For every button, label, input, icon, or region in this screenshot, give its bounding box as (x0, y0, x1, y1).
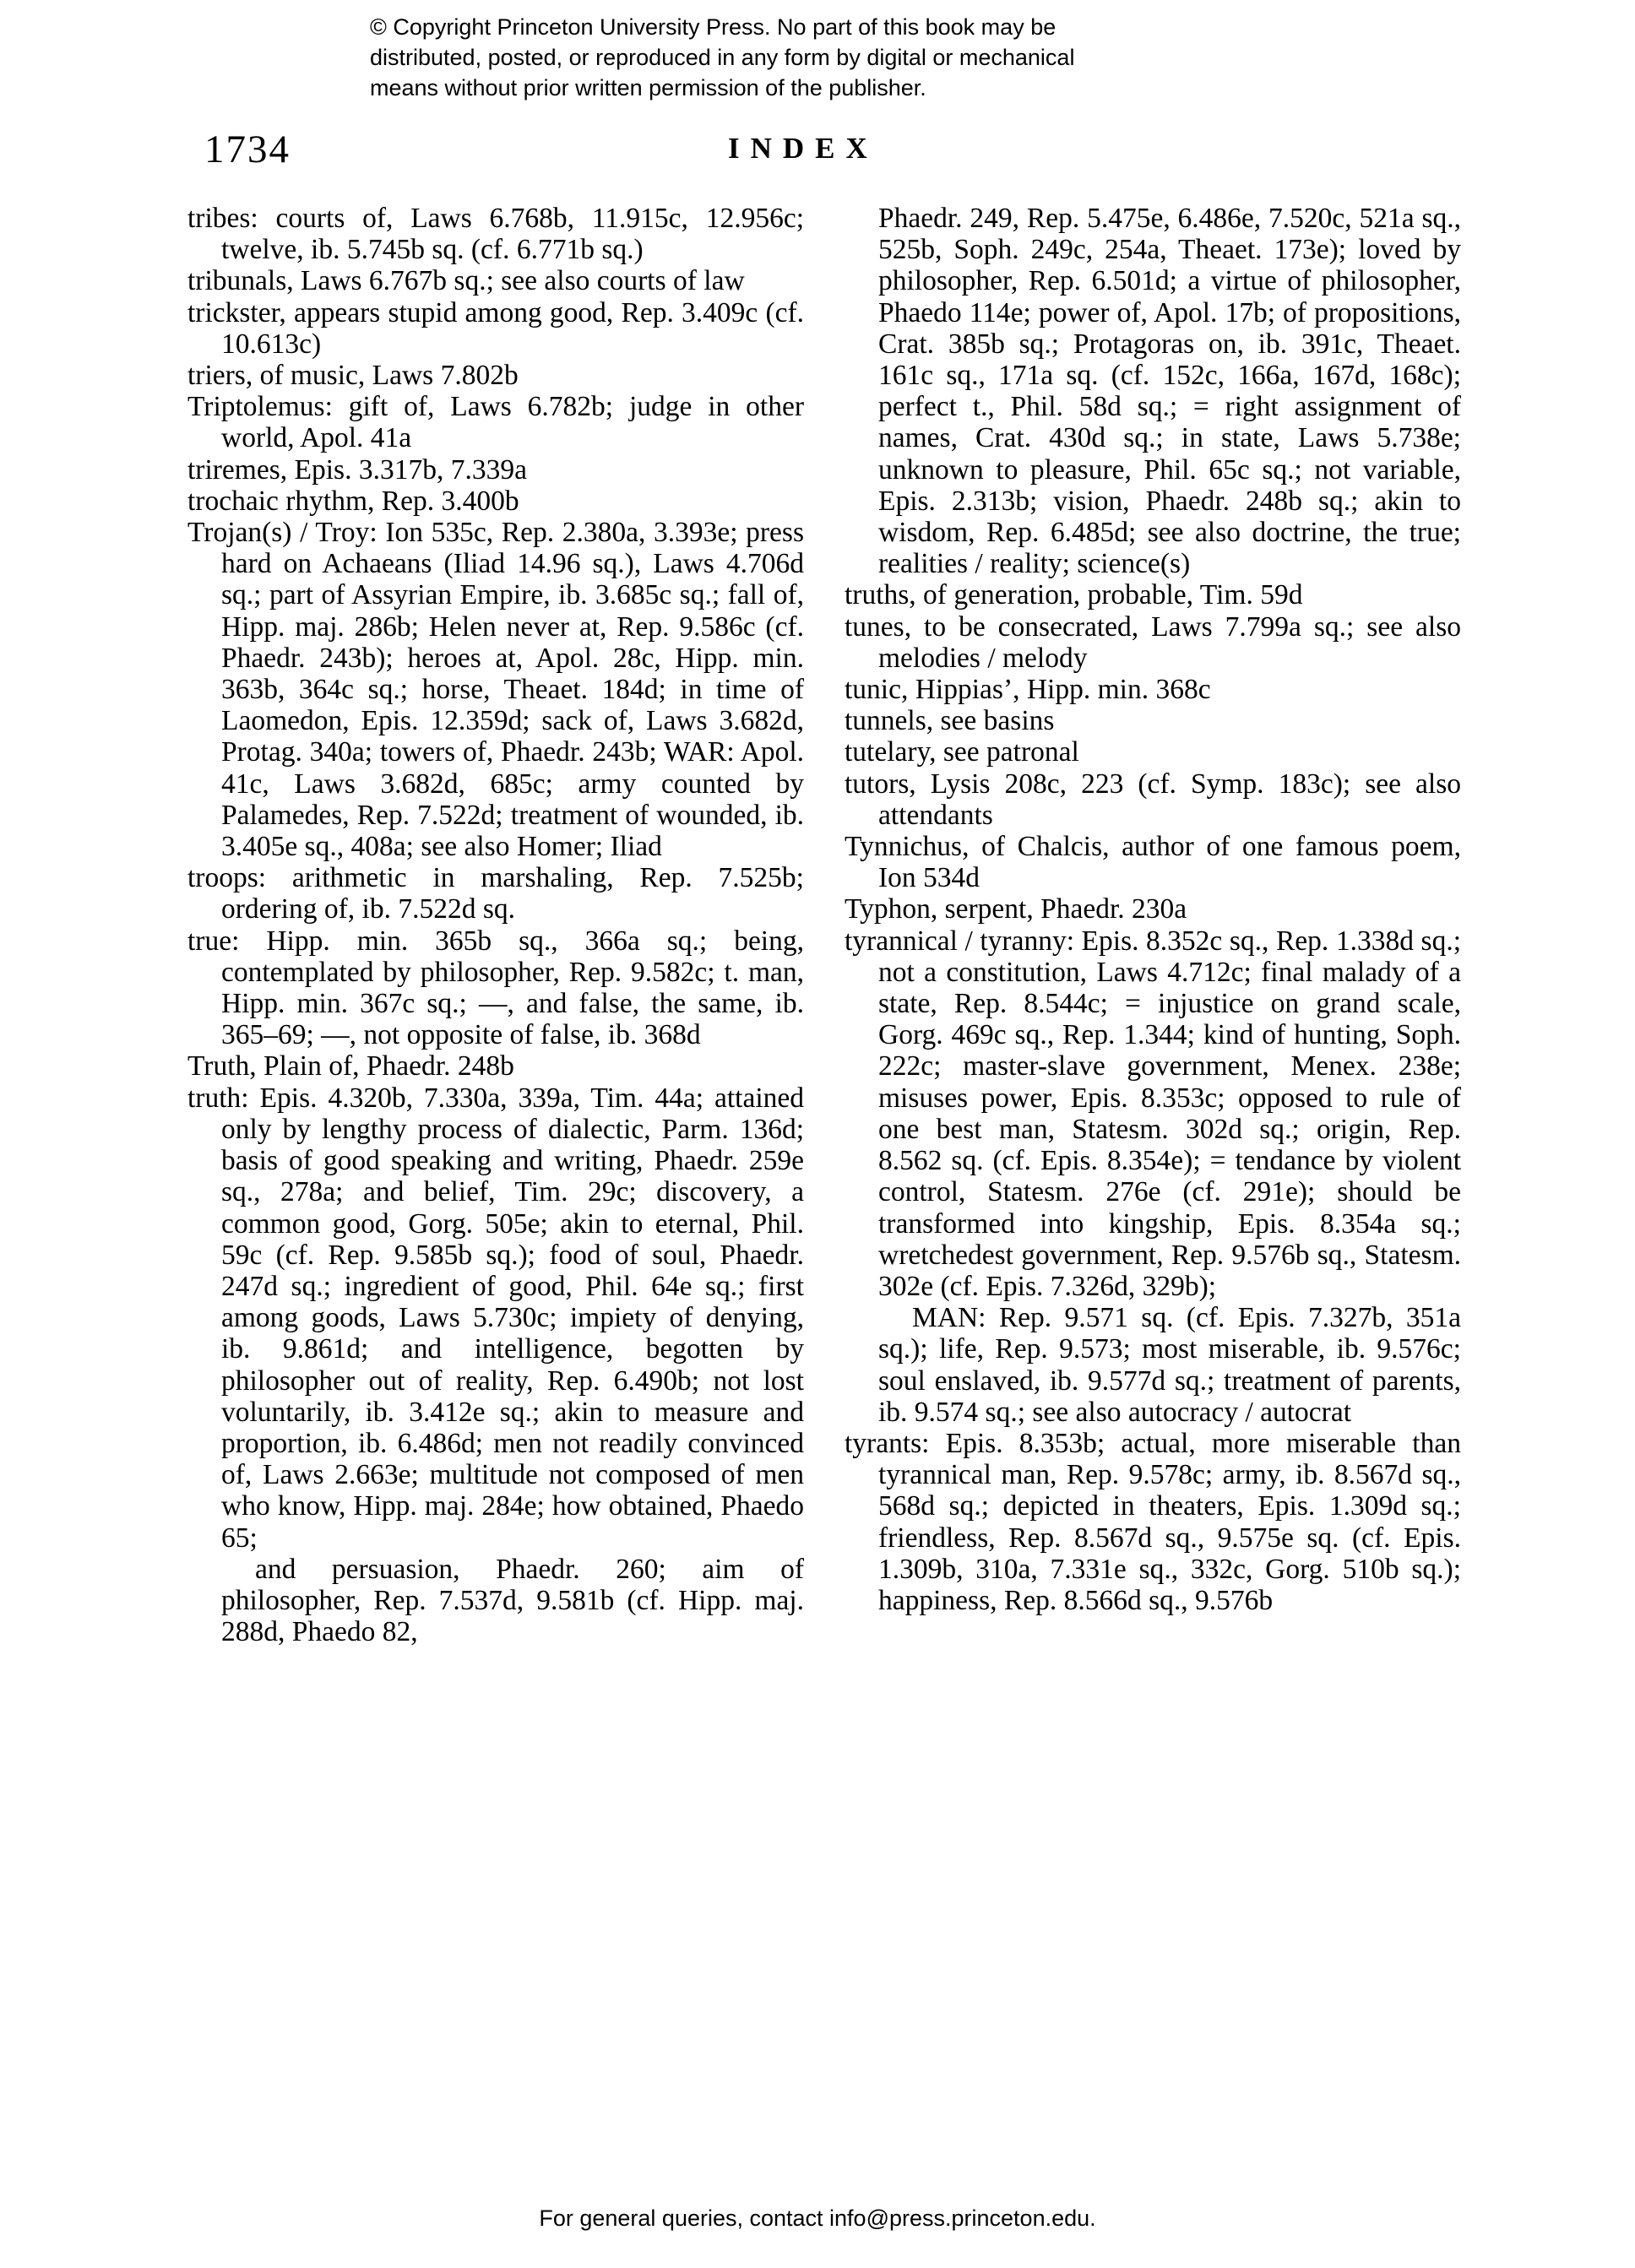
index-entry: tyrannical / tyranny: Epis. 8.352c sq., Rep. 1.338d sq.; not a constitution, Laws 4.712c; final malady of a state, Rep. 8.544c; = injustice on grand scale, Gorg. 469c sq., Rep. 1.344; kind of hunting, Soph. 222c; master-slave government, Menex. 238e; misuses power, Epis. 8.353c; opposed to rule of one best man, Statesm. 302d sq.; origin, Rep. 8.562 sq. (cf. Epis. 8.354e); = tendance by violent control, Statesm. 276e (cf. 291e); should be transformed into kingship, Epis. 8.354a sq.; wretchedest government, Rep. 9.576b sq., Statesm. 302e (cf. Epis. 7.326d, 329b); (845, 925, 1461, 1302)
index-entry: truths, of generation, probable, Tim. 59d (845, 579, 1303, 611)
index-entry: Typhon, serpent, Phaedr. 230a (845, 893, 1187, 925)
index-entry: tunic, Hippias’, Hipp. min. 368c (845, 674, 1211, 706)
index-column-left (187, 203, 804, 1647)
footer-contact: For general queries, contact info@press.princeton.edu. (539, 2206, 1096, 2231)
index-entry: trochaic rhythm, Rep. 3.400b (187, 485, 519, 517)
index-entry: tutelary, see patronal (845, 736, 1079, 768)
index-entry: trickster, appears stupid among good, Rep. 3.409c (cf. 10.613c) (187, 296, 804, 360)
copyright-line: © Copyright Princeton University Press. No part of this book may be (370, 14, 1057, 40)
index-entry: true: Hipp. min. 365b sq., 366a sq.; being, contemplated by philosopher, Rep. 9.582c; t. man, Hipp. min. 367c sq.; —, and false, the same, ib. 365–69; —, not opposite of false, ib. 368d (187, 925, 804, 1051)
index-entry-continuation: Phaedr. 249, Rep. 5.475e, 6.486e, 7.520c, 521a sq., 525b, Soph. 249c, 254a, Theaet. 173e); loved by philosopher, Rep. 6.501d; a virtue of philosopher, Phaedo 114e; power of, Apol. 17b; of propositions, Crat. 385b sq.; Protagoras on, ib. 391c, Theaet. 161c sq., 171a sq. (cf. 152c, 166a, 167d, 168c); perfect t., Phil. 58d sq.; = right assignment of names, Crat. 430d sq.; in state, Laws 5.738e; unknown to pleasure, Phil. 65c sq.; not variable, Epis. 2.313b; vision, Phaedr. 248b sq.; akin to wisdom, Rep. 6.485d; see also doctrine, the true; realities / reality; science(s) (878, 203, 1461, 580)
copyright-notice (370, 12, 1257, 103)
copyright-line: distributed, posted, or reproduced in any form by digital or mechanical (370, 45, 1075, 70)
index-entry: Tynnichus, of Chalcis, author of one famous poem, Ion 534d (845, 831, 1461, 894)
index-entry: tribunals, Laws 6.767b sq.; see also courts of law (187, 265, 745, 297)
index-entry: tunnels, see basins (845, 705, 1055, 737)
copyright-line: means without prior written permission of the publisher. (370, 75, 926, 100)
index-entry: tribes: courts of, Laws 6.768b, 11.915c, 12.956c; twelve, ib. 5.745b sq. (cf. 6.771b sq.) (187, 203, 804, 266)
index-entry: triremes, Epis. 3.317b, 7.339a (187, 453, 527, 486)
index-subentry: MAN: Rep. 9.571 sq. (cf. Epis. 7.327b, 351a sq.); life, Rep. 9.573; most miserable, ib. 9.576c; soul enslaved, ib. 9.577d sq.; treatment of parents, ib. 9.574 sq.; see also autocracy / autocrat (878, 1302, 1461, 1428)
index-entry: Truth, Plain of, Phaedr. 248b (187, 1050, 514, 1082)
index-subentry: and persuasion, Phaedr. 260; aim of philosopher, Rep. 7.537d, 9.581b (cf. Hipp. maj. 288d, Phaedo 82, (221, 1553, 804, 1648)
page-number: 1734 (204, 128, 291, 171)
index-entry: truth: Epis. 4.320b, 7.330a, 339a, Tim. 44a; attained only by lengthy process of dialectic, Parm. 136d; basis of good speaking and writing, Phaedr. 259e sq., 278a; and belief, Tim. 29c; discovery, a common good, Gorg. 505e; akin to eternal, Phil. 59c (cf. Rep. 9.585b sq.); food of soul, Phaedr. 247d sq.; ingredient of good, Phil. 64e sq.; first among goods, Laws 5.730c; impiety of denying, ib. 9.861d; and intelligence, begotten by philosopher out of reality, Rep. 6.490b; not lost voluntarily, ib. 3.412e sq.; akin to measure and proportion, ib. 6.486d; men not readily convinced of, Laws 2.663e; multitude not composed of men who know, Hipp. maj. 284e; how obtained, Phaedo 65; (187, 1082, 804, 1554)
index-entry: Trojan(s) / Troy: Ion 535c, Rep. 2.380a, 3.393e; press hard on Achaeans (Iliad 14.96 sq.), Laws 4.706d sq.; part of Assyrian Empire, ib. 3.685c sq.; fall of, Hipp. maj. 286b; Helen never at, Rep. 9.586c (cf. Phaedr. 243b); heroes at, Apol. 28c, Hipp. min. 363b, 364c sq.; horse, Theaet. 184d; in time of Laomedon, Epis. 12.359d; sack of, Laws 3.682d, Protag. 340a; towers of, Phaedr. 243b; WAR: Apol. 41c, Laws 3.682d, 685c; army counted by Palamedes, Rep. 7.522d; treatment of wounded, ib. 3.405e sq., 408a; see also Homer; Iliad (187, 517, 804, 863)
index-entry: Triptolemus: gift of, Laws 6.782b; judge in other world, Apol. 41a (187, 391, 804, 454)
index-entry: troops: arithmetic in marshaling, Rep. 7.525b; ordering of, ib. 7.522d sq. (187, 862, 804, 925)
index-entry: tyrants: Epis. 8.353b; actual, more miserable than tyrannical man, Rep. 9.578c; army, ib. 8.567d sq., 568d sq.; depicted in theaters, Epis. 1.309d sq.; friendless, Rep. 8.567d sq., 9.575e sq. (cf. Epis. 1.309b, 310a, 7.331e sq., 332c, Gorg. 510b sq.); happiness, Rep. 8.566d sq., 9.576b (845, 1427, 1461, 1616)
page-title: INDEX (728, 132, 878, 165)
index-column-right (845, 203, 1461, 1616)
index-entry: tunes, to be consecrated, Laws 7.799a sq.; see also melodies / melody (845, 610, 1461, 674)
index-entry: triers, of music, Laws 7.802b (187, 360, 519, 392)
index-entry: tutors, Lysis 208c, 223 (cf. Symp. 183c); see also attendants (845, 768, 1461, 831)
